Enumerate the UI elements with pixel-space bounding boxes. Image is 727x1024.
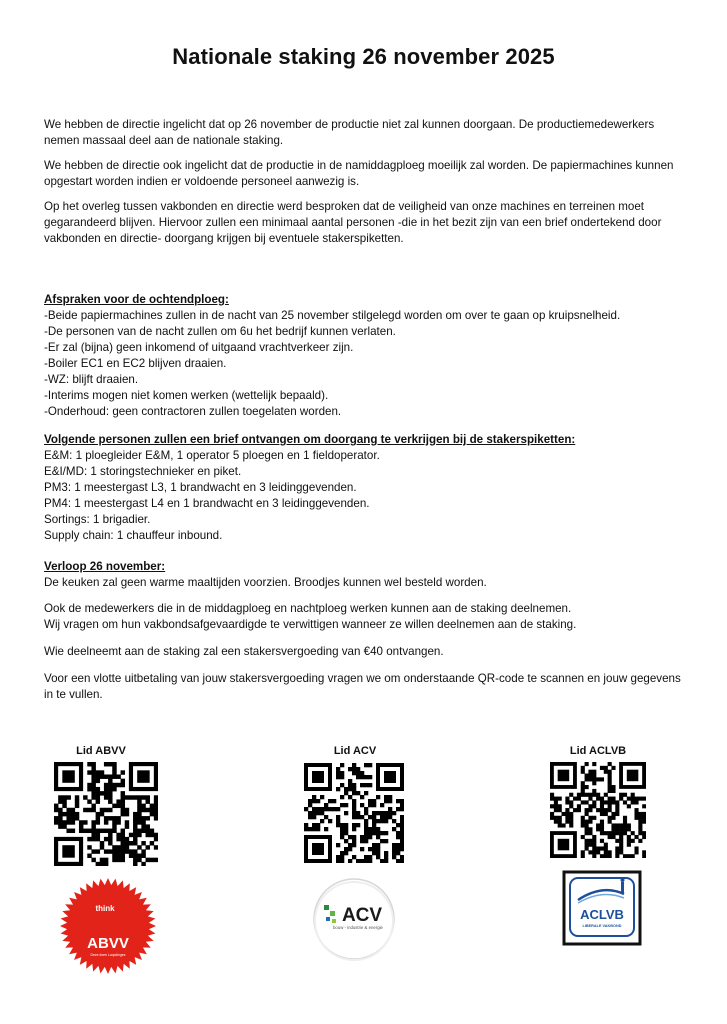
ochtend-item: -Boiler EC1 en EC2 blijven draaien. <box>44 357 227 370</box>
brief-item: Supply chain: 1 chauffeur inbound. <box>44 529 223 542</box>
qr-label-abvv: Lid ABVV <box>76 745 126 757</box>
ochtend-item: -De personen van de nacht zullen om 6u het bedrijf kunnen verlaten. <box>44 325 396 338</box>
ochtend-heading: Afspraken voor de ochtendploeg: <box>44 293 229 306</box>
verloop-section <box>44 559 684 703</box>
aclvb-logo <box>562 870 642 946</box>
abvv-logo-tag: Deze doen Loopdinges <box>90 953 126 957</box>
abvv-logo-text: ABVV <box>87 935 129 952</box>
ochtend-item: -Onderhoud: geen contractoren zullen toegelaten worden. <box>44 405 342 418</box>
aclvb-logo-tag: LIBERALE VAKBOND <box>582 924 622 928</box>
brief-item: E&M: 1 ploegleider E&M, 1 operator 5 ploegen en 1 fieldoperator. <box>44 449 380 462</box>
intro-paragraph-1: We hebben de directie ingelicht dat op 26 november de productie niet zal kunnen doorgaan. De productiemedewerkers nemen massaal deel aan de nationale staking. <box>44 118 655 147</box>
abvv-logo-small: think <box>95 904 115 913</box>
brief-item: PM3: 1 meestergast L3, 1 brandwacht en 3 leidinggevenden. <box>44 481 357 494</box>
qr-code-acv[interactable] <box>304 763 404 863</box>
ochtend-item: -Interims mogen niet komen werken (wettelijk bepaald). <box>44 389 329 402</box>
brief-item: E&I/MD: 1 storingstechnieker en piket. <box>44 465 242 478</box>
ochtend-item: -WZ: blijft draaien. <box>44 373 139 386</box>
verloop-heading: Verloop 26 november: <box>44 560 166 573</box>
aclvb-logo-text: ACLVB <box>580 907 624 922</box>
qr-label-acv: Lid ACV <box>333 745 377 757</box>
verloop-line-4: Wie deelneemt aan de staking zal een stakersvergoeding van €40 ontvangen. <box>44 645 444 658</box>
ochtend-section <box>44 292 684 420</box>
acv-logo <box>312 877 396 961</box>
verloop-line-2: Ook de medewerkers die in de middagploeg en nachtploeg werken kunnen aan de staking deelnemen. <box>44 602 572 615</box>
brief-section <box>44 432 684 544</box>
qr-code-aclvb[interactable] <box>550 762 646 858</box>
acv-logo-text: ACV <box>341 905 383 926</box>
intro-section <box>44 117 684 247</box>
abvv-logo <box>58 876 158 976</box>
qr-label-aclvb: Lid ACLVB <box>569 745 627 757</box>
verloop-line-1: De keuken zal geen warme maaltijden voorzien. Broodjes kunnen wel besteld worden. <box>44 576 487 589</box>
brief-item: PM4: 1 meestergast L4 en 1 brandwacht en 3 leidinggevenden. <box>44 497 370 510</box>
intro-paragraph-2: We hebben de directie ook ingelicht dat de productie in de namiddagploeg moeilijk zal worden. De papiermachines kunnen opgestart worden indien er voldoende personeel aanwezig is. <box>44 159 674 188</box>
intro-paragraph-3: Op het overleg tussen vakbonden en directie werd besproken dat de veiligheid van onze machines en terreinen moet gegarandeerd blijven. Hiervoor zullen een minimaal aantal personen -die in het bezit zijn van een brief ondertekend door vakbonden en directie- doorgang krijgen bij eventuele stakerspiketten. <box>44 200 662 245</box>
ochtend-item: -Beide papiermachines zullen in de nacht van 25 november stilgelegd worden om over te gaan op kruipsnelheid. <box>44 309 621 322</box>
brief-item: Sortings: 1 brigadier. <box>44 513 151 526</box>
acv-logo-tag: bouw - industrie & energie <box>333 925 383 930</box>
verloop-line-3: Wij vragen om hun vakbondsafgevaardigde te verwittigen wanneer ze willen deelnemen aan de staking. <box>44 618 577 631</box>
brief-heading: Volgende personen zullen een brief ontvangen om doorgang te verkrijgen bij de stakerspiketten: <box>44 433 576 446</box>
ochtend-item: -Er zal (bijna) geen inkomend of uitgaand vrachtverkeer zijn. <box>44 341 354 354</box>
page-title: Nationale staking 26 november 2025 <box>172 44 555 69</box>
qr-code-abvv[interactable] <box>54 762 158 866</box>
verloop-line-5: Voor een vlotte uitbetaling van jouw stakersvergoeding vragen we om onderstaande QR-code te scannen en jouw gegevens in te vullen. <box>44 672 681 701</box>
